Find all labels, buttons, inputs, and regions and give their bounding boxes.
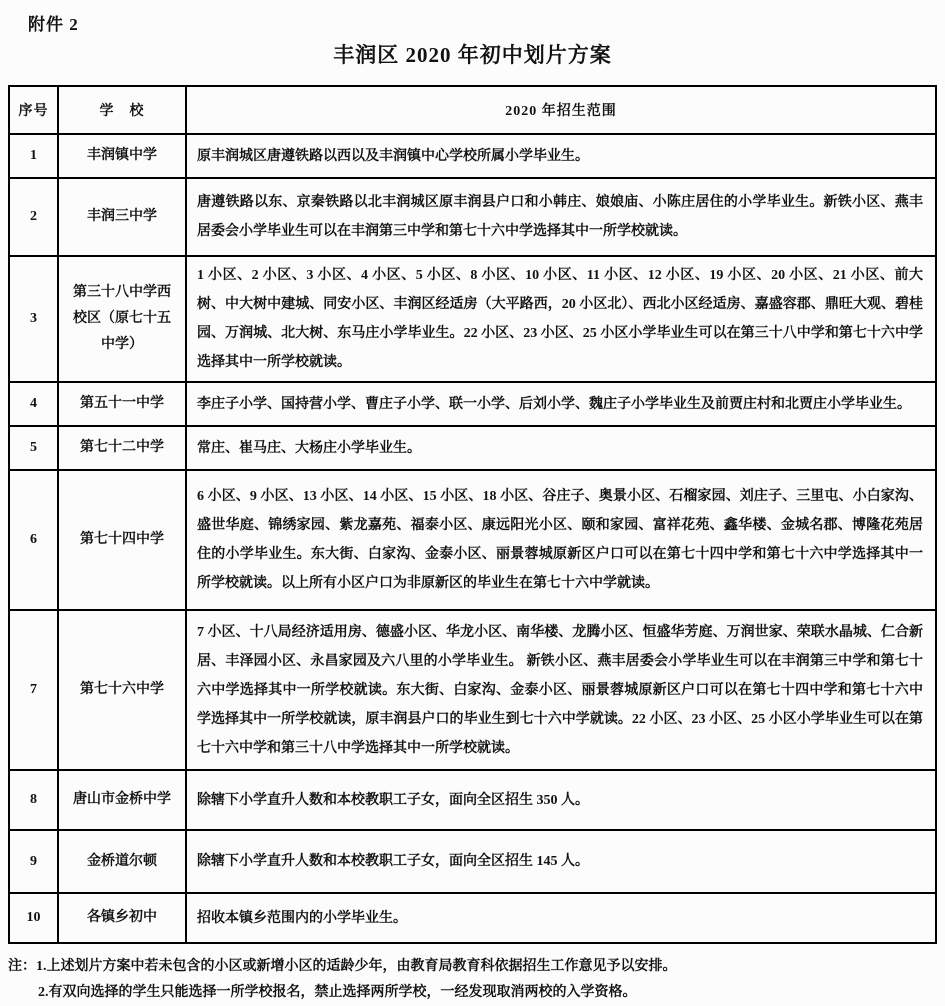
table-row [9, 426, 936, 470]
enrollment-scope-cell: 除辖下小学直升人数和本校教职工子女，面向全区招生 145 人。 [186, 830, 936, 893]
enrollment-scope-cell: 李庄子小学、国持营小学、曹庄子小学、联一小学、后刘小学、魏庄子小学毕业生及前贾庄村和北贾庄小学毕业生。 [186, 382, 936, 426]
school-name-cell: 金桥道尔顿 [58, 830, 186, 893]
table-header-row [9, 86, 936, 134]
school-name-cell: 唐山市金桥中学 [58, 770, 186, 830]
enrollment-scope-cell: 1 小区、2 小区、3 小区、4 小区、5 小区、8 小区、10 小区、11 小区、12 小区、19 小区、20 小区、21 小区、前大树、中大树中建城、同安小区、丰润区经适房（大平路西，20 小区北）、西北小区经适房、嘉盛容郡、鼎旺大观、碧桂园、万润城、北大树、东马庄小学毕业生。22 小区、23 小区、25 小区小学毕业生可以在第三十八中学和第七十六中学选择其中一所学校就读。 [186, 256, 936, 382]
header-scope: 2020 年招生范围 [186, 86, 936, 134]
table-row [9, 470, 936, 610]
enrollment-scope-cell: 唐遵铁路以东、京秦铁路以北丰润城区原丰润县户口和小韩庄、娘娘庙、小陈庄居住的小学毕业生。新铁小区、燕丰居委会小学毕业生可以在丰润第三中学和第七十六中学选择其中一所学校就读。 [186, 178, 936, 256]
footnote-2: 2.有双向选择的学生只能选择一所学校报名，禁止选择两所学校，一经发现取消两校的入学资格。 [38, 985, 637, 1000]
table-row [9, 134, 936, 178]
row-number-cell: 1 [9, 134, 58, 178]
school-name-cell: 第七十六中学 [58, 610, 186, 770]
header-school: 学 校 [58, 86, 186, 134]
row-number-cell: 9 [9, 830, 58, 893]
school-name-cell: 丰润三中学 [58, 178, 186, 256]
school-name-cell: 丰润镇中学 [58, 134, 186, 178]
table-row [9, 178, 936, 256]
header-no: 序号 [9, 86, 58, 134]
enrollment-scope-cell: 原丰润城区唐遵铁路以西以及丰润镇中心学校所属小学毕业生。 [186, 134, 936, 178]
table-row [9, 382, 936, 426]
enrollment-scope-cell: 常庄、崔马庄、大杨庄小学毕业生。 [186, 426, 936, 470]
enrollment-scope-cell: 6 小区、9 小区、13 小区、14 小区、15 小区、18 小区、谷庄子、奥景小区、石榴家园、刘庄子、三里屯、小白家沟、盛世华庭、锦绣家园、紫龙嘉苑、福泰小区、康远阳光小区、颐和家园、富祥花苑、鑫华楼、金城名郡、博隆花苑居住的小学毕业生。东大街、白家沟、金泰小区、丽景蓉城原新区户口可以在第七十四中学和第七十六中学选择其中一所学校就读。以上所有小区户口为非原新区的毕业生在第七十六中学就读。 [186, 470, 936, 610]
table-row [9, 256, 936, 382]
table-row [9, 893, 936, 943]
attachment-label: 附件 2 [28, 15, 79, 34]
enrollment-scope-cell: 除辖下小学直升人数和本校教职工子女，面向全区招生 350 人。 [186, 770, 936, 830]
footnotes [8, 954, 937, 1006]
row-number-cell: 5 [9, 426, 58, 470]
page-title: 丰润区 2020 年初中划片方案 [333, 43, 612, 67]
school-name-cell: 各镇乡初中 [58, 893, 186, 943]
school-name-cell: 第五十一中学 [58, 382, 186, 426]
row-number-cell: 2 [9, 178, 58, 256]
row-number-cell: 7 [9, 610, 58, 770]
enrollment-scope-cell: 7 小区、十八局经济适用房、德盛小区、华龙小区、南华楼、龙腾小区、恒盛华芳庭、万润世家、荣联水晶城、仁合新居、丰泽园小区、永昌家园及六八里的小学毕业生。 新铁小区、燕丰居委会小学毕业生可以在丰润第三中学和第七十六中学选择其中一所学校就读。东大街、白家沟、金泰小区、丽景蓉城原新区户口可以在第七十四中学和第七十六中学选择其中一所学校就读，原丰润县户口的毕业生到七十六中学就读。22 小区、23 小区、25 小区小学毕业生可以在第七十六中学和第三十八中学选择其中一所学校就读。 [186, 610, 936, 770]
row-number-cell: 3 [9, 256, 58, 382]
table-row [9, 610, 936, 770]
row-number-cell: 6 [9, 470, 58, 610]
table-row [9, 830, 936, 893]
row-number-cell: 8 [9, 770, 58, 830]
table-row [9, 770, 936, 830]
school-name-cell: 第三十八中学西校区（原七十五中学） [58, 256, 186, 382]
zoning-table [8, 85, 937, 944]
school-name-cell: 第七十二中学 [58, 426, 186, 470]
enrollment-scope-cell: 招收本镇乡范围内的小学毕业生。 [186, 893, 936, 943]
row-number-cell: 10 [9, 893, 58, 943]
row-number-cell: 4 [9, 382, 58, 426]
school-name-cell: 第七十四中学 [58, 470, 186, 610]
footnote-1: 注：1.上述划片方案中若未包含的小区或新增小区的适龄少年，由教育局教育科依据招生工作意见予以安排。 [8, 959, 677, 974]
